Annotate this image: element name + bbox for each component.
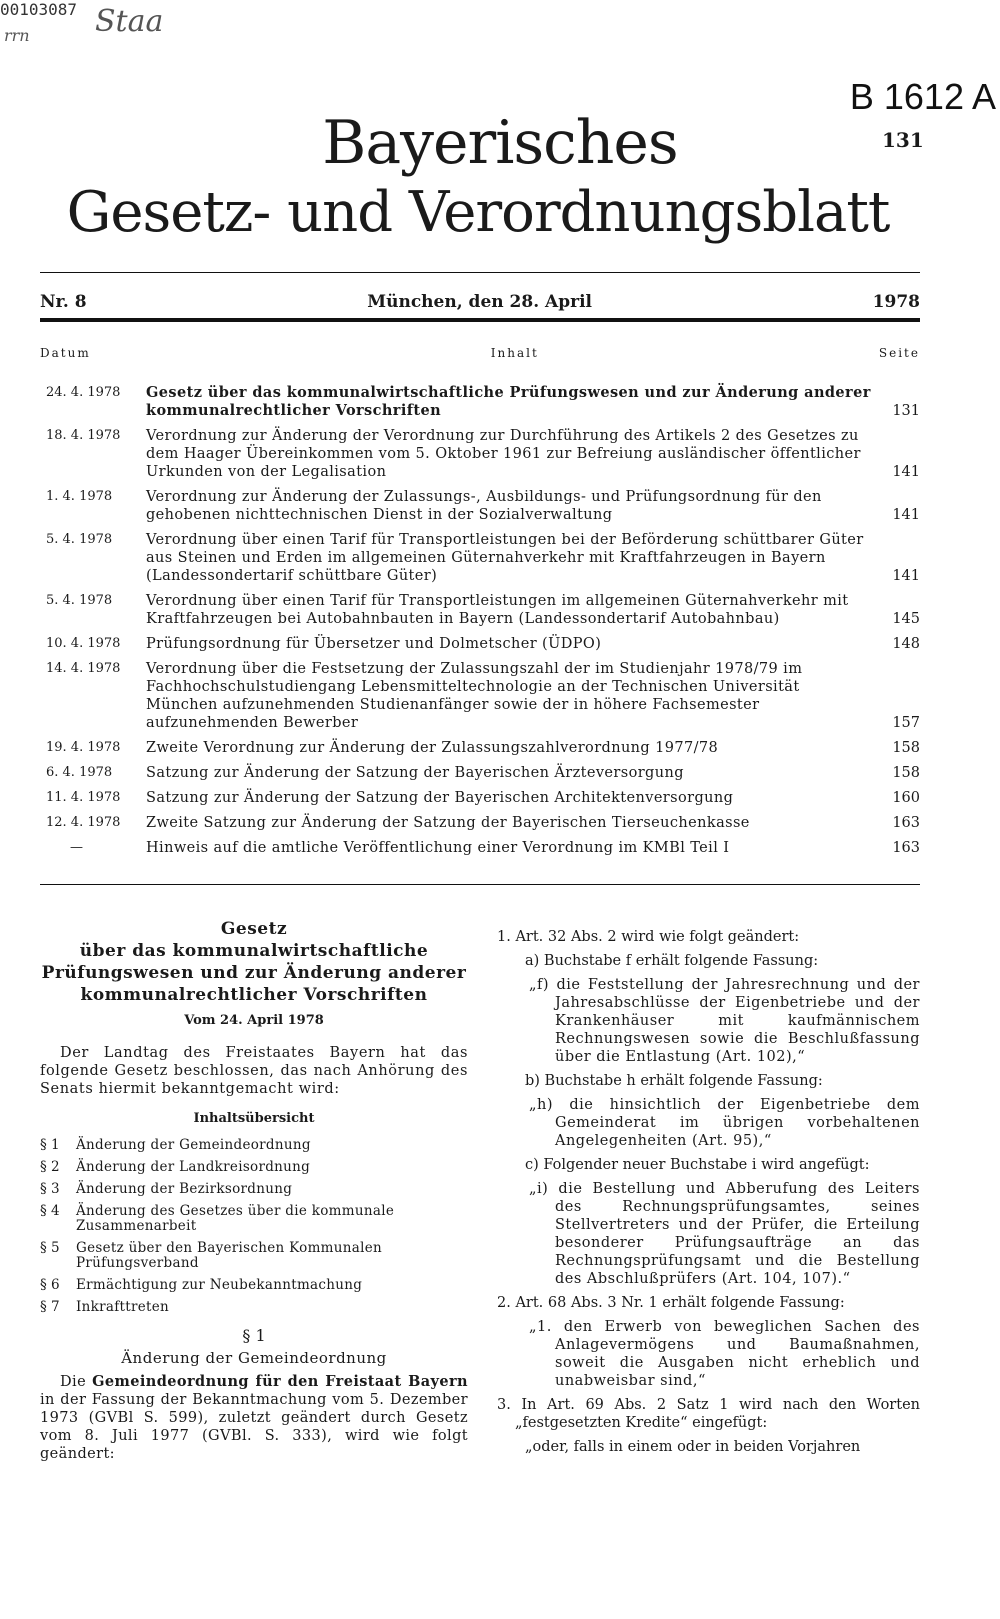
toc-row bbox=[40, 839, 920, 857]
section-intro bbox=[40, 1373, 468, 1463]
item-1: 1. Art. 32 Abs. 2 wird wie folgt geändert: bbox=[497, 929, 800, 945]
toc-date: 24. 4. 1978 bbox=[46, 385, 121, 400]
issue-year: 1978 bbox=[872, 292, 920, 312]
toc-page: 160 bbox=[892, 790, 920, 806]
archive-stamp: 00103087 bbox=[0, 0, 78, 19]
contents-item-text: Änderung des Gesetzes über die kommunale Zusammenarbeit bbox=[76, 1203, 395, 1234]
contents-item-number: § 4 bbox=[40, 1203, 60, 1219]
section-mark: § 1 bbox=[242, 1326, 266, 1345]
article-heading-2: über das kommunalwirtschaftliche bbox=[79, 941, 429, 961]
contents-item-text: Änderung der Bezirksordnung bbox=[76, 1181, 293, 1197]
divider bbox=[40, 884, 920, 885]
toc-row bbox=[40, 427, 920, 481]
contents-title: Inhaltsübersicht bbox=[193, 1111, 315, 1126]
toc-entry-title: Gesetz über das kommunalwirtschaftliche Prüfungswesen und zur Änderung anderer kommunalrechtlicher Vorschriften bbox=[146, 384, 871, 419]
contents-item bbox=[40, 1241, 468, 1271]
toc-page: 141 bbox=[892, 464, 920, 480]
contents-item-number: § 2 bbox=[40, 1159, 60, 1175]
contents-item bbox=[40, 1160, 468, 1175]
toc-date: 12. 4. 1978 bbox=[46, 815, 121, 830]
toc-page: 131 bbox=[892, 403, 920, 419]
divider bbox=[40, 272, 920, 273]
toc-date: 14. 4. 1978 bbox=[46, 661, 121, 676]
item-1a: a) Buchstabe f erhält folgende Fassung: bbox=[525, 953, 819, 969]
toc-col-date: Datum bbox=[40, 346, 91, 360]
toc-row bbox=[40, 660, 920, 732]
toc-date: — bbox=[70, 840, 83, 855]
toc-row bbox=[40, 592, 920, 628]
toc-entry-title: Verordnung über die Festsetzung der Zulassungszahl der im Studienjahr 1978/79 im Fachhochschulstudiengang Lebensmitteltechnologie an der Technischen Universität München aufzunehmenden Studienanfänger sowie der in höhere Fachsemester aufzunehmenden Bewerber bbox=[146, 661, 803, 731]
contents-item-number: § 5 bbox=[40, 1240, 60, 1256]
masthead-line-1: Bayerisches bbox=[322, 108, 678, 178]
article-heading-1: Gesetz bbox=[220, 919, 288, 939]
toc-entry-title: Verordnung zur Änderung der Zulassungs-, Ausbildungs- und Prüfungsordnung für den gehobenen nichttechnischen Dienst in der Sozialverwaltung bbox=[146, 489, 822, 523]
toc-page: 141 bbox=[892, 568, 920, 584]
section-title: Änderung der Gemeindeordnung bbox=[121, 1349, 387, 1367]
item-2-text: „1. den Erwerb von beweglichen Sachen des Anlagevermögens und Baumaßnahmen, soweit die Ausgaben nicht erheblich und unabweisbar sind,“ bbox=[529, 1319, 920, 1389]
left-column bbox=[40, 918, 468, 1463]
toc-date: 5. 4. 1978 bbox=[46, 593, 113, 608]
contents-item bbox=[40, 1278, 468, 1293]
issue-line bbox=[40, 292, 920, 312]
toc-row bbox=[40, 739, 920, 757]
toc-entry-title: Zweite Satzung zur Änderung der Satzung der Bayerischen Tierseuchenkasse bbox=[146, 815, 750, 831]
toc-date: 10. 4. 1978 bbox=[46, 636, 121, 651]
toc-entry-title: Verordnung zur Änderung der Verordnung zur Durchführung des Artikels 2 des Gesetzes zu dem Haager Übereinkommen vom 5. Oktober 1961 zur Befreiung ausländischer öffentlicher Urkunden von der Legalisation bbox=[146, 428, 861, 480]
item-1b: b) Buchstabe h erhält folgende Fassung: bbox=[525, 1073, 823, 1089]
toc-header bbox=[40, 346, 920, 360]
toc-date: 5. 4. 1978 bbox=[46, 532, 113, 547]
toc-entry-title: Verordnung über einen Tarif für Transportleistungen bei der Beförderung schüttbarer Güter aus Steinen und Erden im allgemeinen Güternahverkehr mit Kraftfahrzeugen in Bayern (Landessondertarif schüttbare Güter) bbox=[146, 532, 864, 584]
contents-item-number: § 6 bbox=[40, 1277, 60, 1293]
toc-col-content: Inhalt bbox=[490, 346, 539, 360]
toc-date: 6. 4. 1978 bbox=[46, 765, 113, 780]
contents-list bbox=[40, 1138, 468, 1315]
contents-item-text: Ermächtigung zur Neubekanntmachung bbox=[76, 1277, 363, 1293]
toc-entry-title: Hinweis auf die amtliche Veröffentlichung einer Verordnung im KMBl Teil I bbox=[146, 840, 730, 856]
contents-item bbox=[40, 1300, 468, 1315]
toc-date: 18. 4. 1978 bbox=[46, 428, 121, 443]
page-number: 131 bbox=[882, 128, 924, 152]
toc-page: 163 bbox=[892, 815, 920, 831]
item-1c-text: „i) die Bestellung und Abberufung des Leiters des Rechnungsprüfungsamtes, seines Stellvertreters und der Prüfer, die Erteilung besonderer Prüfungsaufträge an das Rechnungsprüfungsamt und die Bestellung des Abschlußprüfers (Art. 104, 107).“ bbox=[529, 1181, 920, 1287]
toc-page: 141 bbox=[892, 507, 920, 523]
toc-page: 157 bbox=[892, 715, 920, 731]
article-date: Vom 24. April 1978 bbox=[184, 1013, 324, 1028]
contents-item-number: § 1 bbox=[40, 1137, 60, 1153]
toc-row bbox=[40, 488, 920, 524]
toc-row bbox=[40, 531, 920, 585]
toc-entry-title: Prüfungsordnung für Übersetzer und Dolmetscher (ÜDPO) bbox=[146, 636, 602, 652]
contents-item-number: § 3 bbox=[40, 1181, 60, 1197]
toc-entry-title: Satzung zur Änderung der Satzung der Bayerischen Architektenversorgung bbox=[146, 790, 734, 806]
article-heading-4: kommunalrechtlicher Vorschriften bbox=[80, 985, 428, 1005]
article-heading-3: Prüfungswesen und zur Änderung anderer bbox=[41, 963, 467, 983]
catalog-code: B 1612 A bbox=[849, 76, 996, 117]
item-1a-text: „f) die Feststellung der Jahresrechnung und der Jahresabschlüsse der Eigenbetriebe und der Krankenhäuser mit kaufmännischem Rechnungswesen sowie die Beschlußfassung über die Entlastung (Art. 102),“ bbox=[529, 977, 920, 1065]
toc-entry-title: Satzung zur Änderung der Satzung der Bayerischen Ärzteversorgung bbox=[146, 765, 684, 781]
issue-number: Nr. 8 bbox=[40, 292, 87, 312]
contents-item bbox=[40, 1204, 468, 1234]
item-2: 2. Art. 68 Abs. 3 Nr. 1 erhält folgende Fassung: bbox=[497, 1295, 845, 1311]
toc-entry-title: Zweite Verordnung zur Änderung der Zulassungszahlverordnung 1977/78 bbox=[146, 740, 719, 756]
contents-item-text: Gesetz über den Bayerischen Kommunalen Prüfungsverband bbox=[76, 1240, 383, 1271]
item-3: 3. In Art. 69 Abs. 2 Satz 1 wird nach den Worten „festgesetzten Kredite“ eingefügt: bbox=[497, 1397, 920, 1431]
handwritten-note: Staa bbox=[95, 4, 164, 39]
contents-item-text: Änderung der Gemeindeordnung bbox=[76, 1137, 311, 1153]
masthead-line-2: Gesetz- und Verordnungsblatt bbox=[66, 180, 890, 245]
contents-item-text: Änderung der Landkreisordnung bbox=[76, 1159, 311, 1175]
toc-date: 1. 4. 1978 bbox=[46, 489, 113, 504]
item-3-text: „oder, falls in einem oder in beiden Vorjahren bbox=[525, 1439, 861, 1455]
toc-page: 145 bbox=[892, 611, 920, 627]
section-intro-pre: Die bbox=[60, 1374, 93, 1390]
issue-place-date: München, den 28. April bbox=[367, 292, 592, 312]
toc-date: 11. 4. 1978 bbox=[46, 790, 121, 805]
toc-row bbox=[40, 384, 920, 420]
right-column bbox=[497, 928, 920, 1462]
item-1b-text: „h) die hinsichtlich der Eigenbetriebe dem Gemeinderat im übrigen vorbehaltenen Angelegenheiten (Art. 95),“ bbox=[529, 1097, 920, 1149]
toc-entry-title: Verordnung über einen Tarif für Transportleistungen im allgemeinen Güternahverkehr mit Kraftfahrzeugen bei Autobahnbauten in Bayern (Landessondertarif Autobahnbau) bbox=[146, 593, 849, 627]
preamble: Der Landtag des Freistaates Bayern hat das folgende Gesetz beschlossen, das nach Anhörung des Senats hiermit bekanntgemacht wird: bbox=[40, 1045, 468, 1097]
toc-page: 158 bbox=[892, 740, 920, 756]
contents-item bbox=[40, 1138, 468, 1153]
toc-date: 19. 4. 1978 bbox=[46, 740, 121, 755]
handwritten-note-small: rrn bbox=[4, 26, 30, 45]
toc-page: 163 bbox=[892, 840, 920, 856]
table-of-contents bbox=[40, 384, 920, 864]
contents-item-text: Inkrafttreten bbox=[76, 1299, 170, 1315]
toc-row bbox=[40, 789, 920, 807]
toc-row bbox=[40, 814, 920, 832]
toc-page: 148 bbox=[892, 636, 920, 652]
contents-item-number: § 7 bbox=[40, 1299, 60, 1315]
contents-item bbox=[40, 1182, 468, 1197]
section-intro-post: in der Fassung der Bekanntmachung vom 5. Dezember 1973 (GVBl S. 599), zuletzt geändert durch Gesetz vom 8. Juli 1977 (GVBl. S. 333), wird wie folgt geändert: bbox=[40, 1392, 468, 1462]
toc-row bbox=[40, 635, 920, 653]
toc-row bbox=[40, 764, 920, 782]
toc-page: 158 bbox=[892, 765, 920, 781]
section-intro-bold: Gemeindeordnung für den Freistaat Bayern bbox=[92, 1373, 468, 1390]
item-1c: c) Folgender neuer Buchstabe i wird angefügt: bbox=[525, 1157, 870, 1173]
divider bbox=[40, 318, 920, 322]
toc-col-page: Seite bbox=[878, 346, 920, 360]
